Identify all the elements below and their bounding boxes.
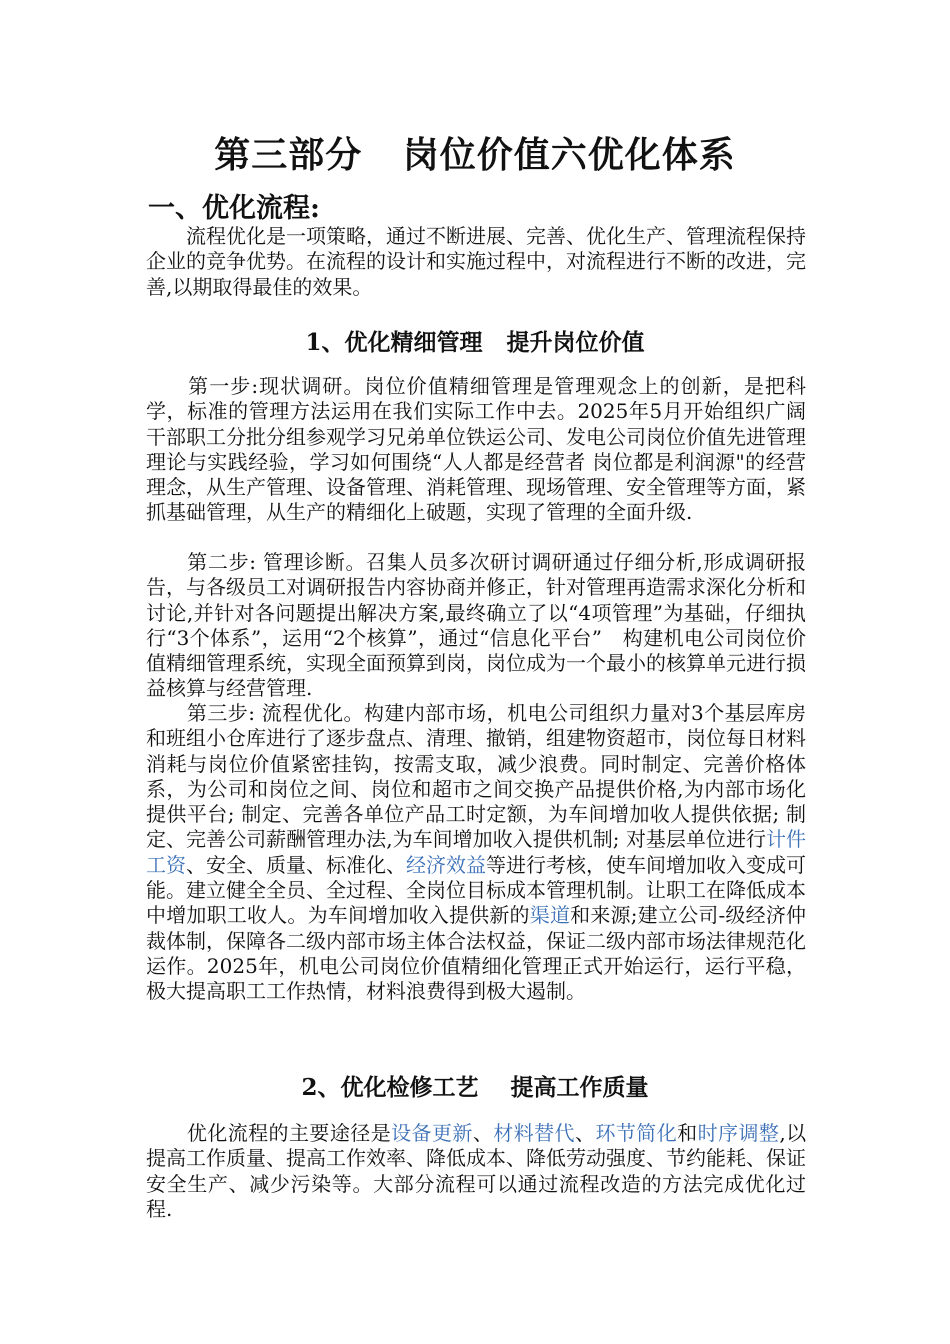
link-sequence-adjustment[interactable]: 时序调整	[697, 1121, 780, 1145]
step2-paragraph: 第二步: 管理诊断。召集人员多次研讨调研通过仔细分析,形成调研报告，与各级员工对调研报告内容协商并修正，针对管理再造需求深化分析和讨论,并针对各问题提出解决方案,最终确立了以“4项管理”为基础，仔细执行“3个体系”，运用“2个核算”，通过“信息化平台” 构建机电公司岗位价值精细管理系统，实现全面预算到岗，岗位成为一个最小的核算单元进行损益核算与经营管理.	[146, 550, 806, 701]
step3-text-1: 第三步: 流程优化。构建内部市场，机电公司组织力量对3个基层库房和班组小仓库进行了逐步盘点、清理、撤销，组建物资超市，岗位每日材料消耗与岗位价值紧密挂钩，按需支取，减少浪费。同时制定、完善价格体系，为公司和岗位之间、岗位和超市之间交换产品提供价格,为内部市场化提供平台; 制定、完善各单位产品工时定额，为车间增加收人提供依据; 制定、完善公司薪酬管理办法,为车间增加收入提供机制; 对基层单位进行	[146, 701, 806, 852]
step3-paragraph	[146, 701, 806, 1005]
link-material-substitution[interactable]: 材料替代	[493, 1121, 575, 1145]
step3-text-2: 、安全、质量、标准化、	[186, 852, 406, 877]
process-paragraph	[146, 1121, 806, 1222]
link-piece-wage[interactable]: 计件工资	[146, 827, 807, 877]
process-text-2: ,以提高工作质量、提高工作效率、降低成本、降低劳动强度、节约能耗、保证安全生产、减少污染等。大部分流程可以通过流程改造的方法完成优化过程.	[146, 1121, 807, 1221]
link-equipment-update[interactable]: 设备更新	[391, 1121, 473, 1145]
link-channel[interactable]: 渠道	[529, 903, 571, 928]
process-sep-3: 和	[677, 1121, 698, 1145]
process-sep-2: 、	[575, 1121, 596, 1145]
intro-paragraph: 流程优化是一项策略，通过不断进展、完善、优化生产、管理流程保持企业的竞争优势。在流程的设计和实施过程中，对流程进行不断的改进，完善,以期取得最佳的效果。	[146, 224, 806, 299]
step3-text-4: 和来源;建立公司-级经济仲裁体制，保障各二级内部市场主体合法权益，保证二级内部市场法律规范化运作。2025年，机电公司岗位价值精细化管理正式开始运行，运行平稳，极大提高职工工作热情，材料浪费得到极大遏制。	[146, 903, 807, 1004]
link-step-simplification[interactable]: 环节简化	[595, 1121, 678, 1145]
process-sep-1: 、	[472, 1121, 494, 1145]
step1-paragraph: 第一步:现状调研。岗位价值精细管理是管理观念上的创新，是把科学，标准的管理方法运用在我们实际工作中去。2025年5月开始组织广阔干部职工分批分组参观学习兄弟单位铁运公司、发电公司岗位价值先进管理理论与实践经验，学习如何围绕“人人都是经营者 岗位都是利润源"的经营理念，从生产管理、设备管理、消耗管理、现场管理、安全管理等方面，紧抓基础管理，从生产的精细化上破题，实现了管理的全面升级.	[146, 374, 806, 525]
subsection-heading-2: 2、优化检修工艺 提高工作质量	[301, 1074, 649, 1101]
step3-text-3: 等进行考核，使车间增加收入变成可能。建立健全全员、全过程、全岗位目标成本管理机制。让职工在降低成本中增加职工收人。为车间增加收入提供新的	[146, 852, 806, 928]
page-title: 第三部分 岗位价值六优化体系	[214, 134, 736, 176]
link-economic-benefit[interactable]: 经济效益	[406, 852, 486, 877]
subsection-heading-1: 1、优化精细管理 提升岗位价值	[305, 329, 645, 356]
section-heading: 一、优化流程:	[148, 193, 320, 224]
process-text-1: 优化流程的主要途径是	[146, 1121, 392, 1145]
